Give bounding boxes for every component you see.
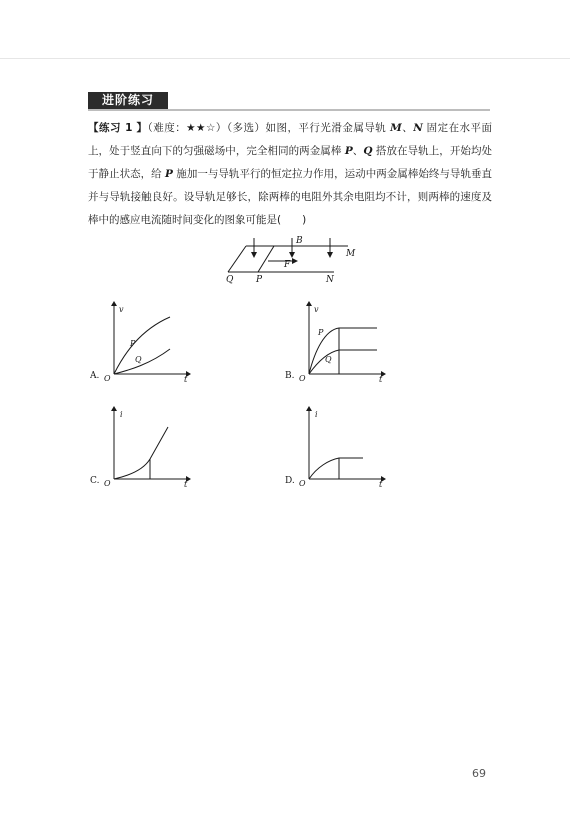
curve-q-label: Q [325,355,332,364]
section-header [88,92,490,112]
problem-text-segment: 、 [401,122,414,134]
graph-c [90,405,200,490]
rail-m-symbol: M [390,122,402,134]
header-rule [0,58,570,59]
option-c-label: C. [90,476,100,486]
option-a-label: A. [90,371,100,381]
page-number: 69 [472,767,486,780]
field-arrowhead [327,252,333,258]
y-arrowhead [306,301,312,306]
curve-p-label: P [130,339,136,348]
origin-label: O [299,374,306,383]
current-curve [114,427,168,479]
section-title: 进阶练习 [88,92,168,109]
curve-q [114,349,170,374]
y-arrowhead [111,301,117,306]
problem-text [88,117,492,232]
rod-p [258,246,274,272]
problem-text-segment: （难度：★★☆）（多选）如图，平行光滑金属导轨 [147,122,391,134]
section-rule [88,109,490,111]
label-n: N [326,275,334,285]
curve-p-label: P [318,328,324,337]
label-p: P [256,275,263,285]
origin-label: O [104,374,111,383]
y-axis-label: i [120,410,123,419]
x-axis-label: t [379,375,383,384]
label-b: B [296,236,303,246]
curve-q-label: Q [135,355,142,364]
problem-text-segment: 固定在水平面上，处于竖直向下的匀强磁场中，完全相同的两金属棒 [88,122,493,157]
rod-q [228,246,246,272]
graph-d [285,405,395,490]
problem-text-segment: 、 [352,145,364,157]
field-arrowhead [251,252,257,258]
label-q: Q [226,275,234,285]
y-arrowhead [111,406,117,411]
y-axis-label: v [314,305,319,314]
origin-label: O [299,479,306,488]
rod-p-symbol: P [344,145,353,157]
x-axis-label: t [184,480,188,489]
curve-q [309,350,377,374]
graph-a [90,300,200,385]
rod-p-symbol: P [165,168,173,180]
x-axis-label: t [184,375,188,384]
field-arrowhead [289,252,295,258]
curve-p [114,317,170,374]
force-arrowhead [292,258,298,264]
option-d-label: D. [285,476,295,486]
origin-label: O [104,479,111,488]
y-axis-label: i [315,410,318,419]
problem-text-segment: 施加一与导轨平行的恒定拉力作用，运动中两金属棒始终与导轨垂直并与导轨接触良好。设导轨足够长，除两棒的电阻外其余电阻均不计，则两棒的速度及棒中的感应电流随时间变化的图象可能是( ) [88,168,492,226]
label-f: F [284,260,291,270]
x-axis-label: t [379,480,383,489]
label-m: M [346,249,356,259]
rod-q-symbol: Q [363,145,373,157]
option-b-label: B. [285,371,295,381]
graph-b [285,300,395,385]
current-curve [309,458,363,479]
problem-text-segment: 搭放在导轨上，开始均处于静止状态，给 [88,145,493,180]
rail-n-symbol: N [413,122,423,134]
y-arrowhead [306,406,312,411]
problem-label: 【练习 1 】 [88,122,148,134]
rail-diagram [222,232,362,288]
y-axis-label: v [119,305,124,314]
